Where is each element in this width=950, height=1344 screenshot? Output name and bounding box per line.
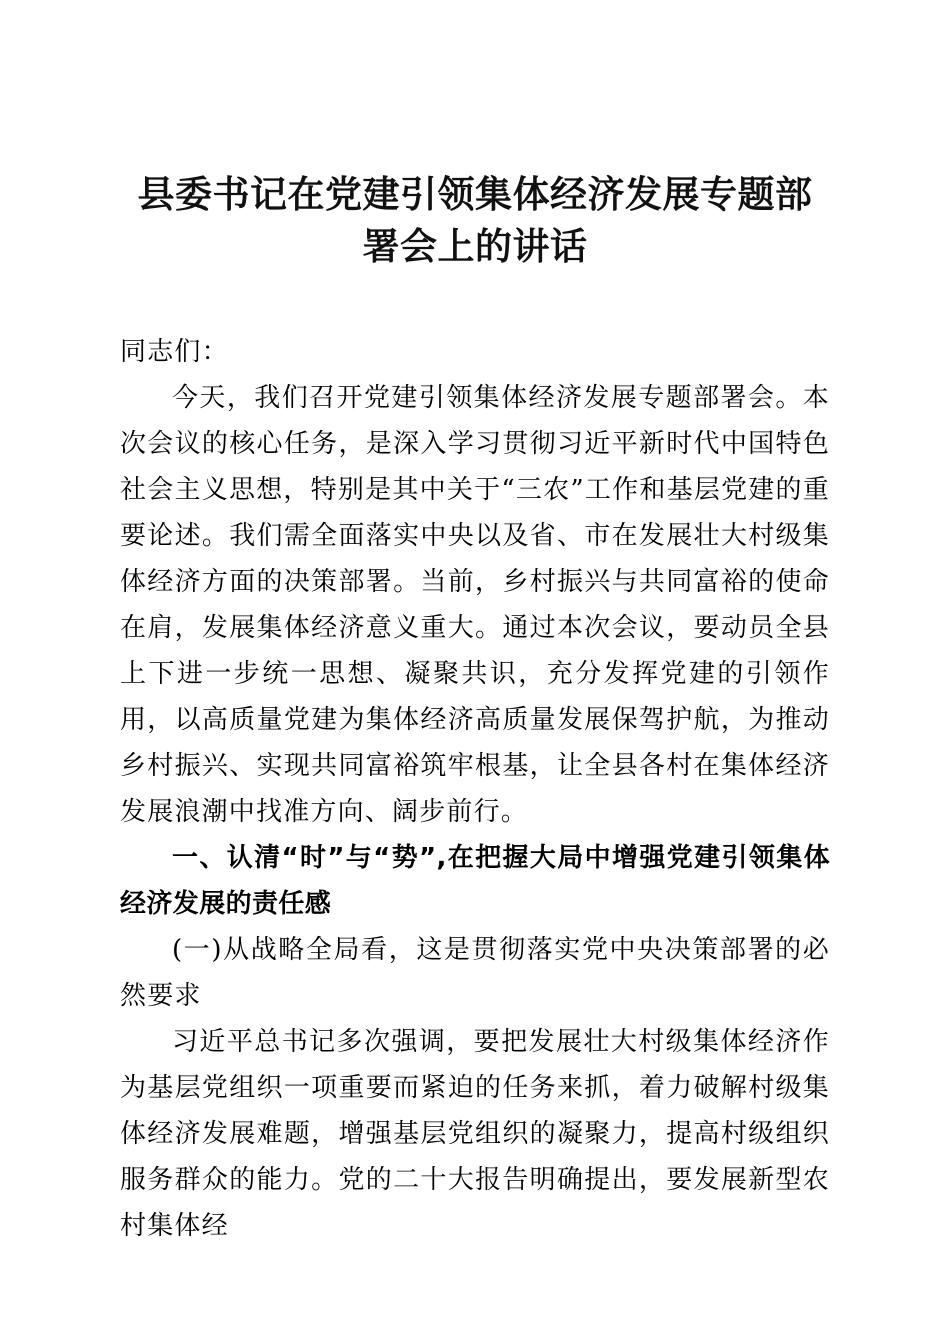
salutation-line: 同志们： — [120, 337, 229, 367]
subsection-heading-1: (一)从战略全局看，这是贯彻落实党中央决策部署的必然要求 — [120, 935, 830, 1011]
page-content-area — [120, 0, 830, 1249]
body-paragraph-1: 今天，我们召开党建引领集体经济发展专题部署会。本次会议的核心任务，是深入学习贯彻习近平新时代中国特色社会主义思想，特别是其中关于“三农”工作和基层党建的重要论述。我们需全面落实中央以及省、市在发展壮大村级集体经济方面的决策部署。当前，乡村振兴与共同富裕的使命在肩，发展集体经济意义重大。通过本次会议，要动员全县上下进一步统一思想、凝聚共识，充分发挥党建的引领作用，以高质量党建为集体经济高质量发展保驾护航，为推动乡村振兴、实现共同富裕筑牢根基，让全县各村在集体经济发展浪潮中找准方向、阔步前行。 — [120, 383, 830, 827]
section-heading-1: 一、认清“时”与“势”,在把握大局中增强党建引领集体经济发展的责任感 — [120, 843, 830, 919]
page-title: 县委书记在党建引领集体经济发展专题部署会上的讲话 — [137, 172, 813, 268]
body-paragraph-2: 习近平总书记多次强调，要把发展壮大村级集体经济作为基层党组织一项重要而紧迫的任务来抓，着力破解村级集体经济发展难题，增强基层党组织的凝聚力，提高村级组织服务群众的能力。党的二十大报告明确提出，要发展新型农村集体经 — [120, 1027, 830, 1241]
